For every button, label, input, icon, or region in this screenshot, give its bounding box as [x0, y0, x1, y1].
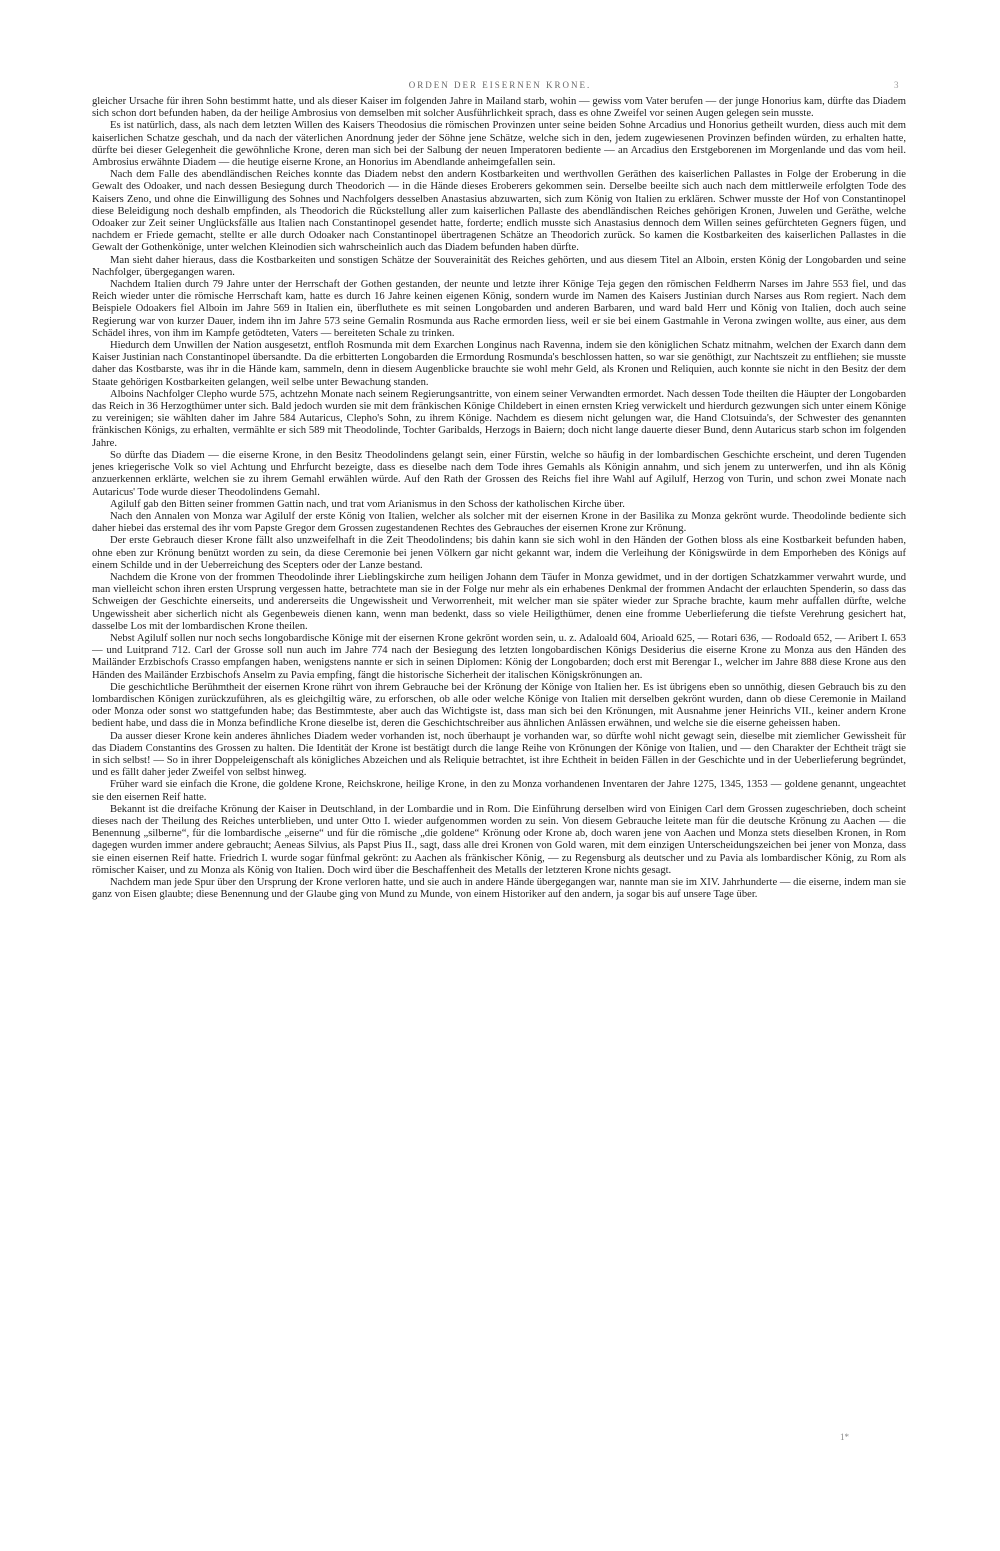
paragraph: Alboins Nachfolger Clepho wurde 575, achtzehn Monate nach seinem Regierungsantritte, von einem seiner Verwandten ermordet. Nach dessen Tode theilten die Häupter der Longobarden das Reich in 36 Herzogthümer unter sich. Bald jedoch wurden sie mit dem fränkischen Könige Childebert in einen ernsten Krieg verwickelt und hierdurch gezwungen sich unter einem Könige zu vereinigen; sie wählten daher im Jahre 584 Autaricus, Clepho's Sohn, zu ihrem Könige. Nachdem es diesem nicht gelungen war, die Hand Clotsuinda's, der Schwester des genannten fränkischen Königs, zu erhalten, vermählte er sich 589 mit Theodolinde, Tochter Garibalds, Herzogs in Baiern; doch nicht lange dauerte dieser Bund, denn Autaricus starb schon im folgenden Jahre. [92, 388, 906, 449]
paragraph: Nebst Agilulf sollen nur noch sechs longobardische Könige mit der eisernen Krone gekrönt worden sein, u. z. Adaloald 604, Arioald 625, — Rotari 636, — Rodoald 652, — Aribert I. 653 — und Luitprand 712. Carl der Grosse soll nun auch im Jahre 774 nach der Besiegung des letzten longobardischen Königs Desiderius die eiserne Krone zu Monza aus den Händen des Mailänder Erzbischofs Crasso empfangen haben, wenigstens nannte er sich in seinen Diplomen: König der Longobarden; doch erst mit Berengar I., welcher im Jahre 888 diese Krone aus den Händen des Mailänder Erzbischofs Anselm zu Pavia empfing, fängt die historische Sicherheit der italischen Königskrönungen an. [92, 632, 906, 681]
paragraph: Es ist natürlich, dass, als nach dem letzten Willen des Kaisers Theodosius die römischen Provinzen unter seine beiden Sohne Arcadius und Honorius getheilt wurden, diess auch mit dem kaiserlichen Schatze geschah, und da nach der väterlichen Anordnung jeder der Söhne jene Schätze, welche sich in den, jedem zugewiesenen Provinzen befinden würden, zu erhalten hatte, dürfte bei dieser Gelegenheit die gewöhnliche Krone, deren man sich bei der Salbung der neuen Imperatoren bediente — an Arcadius den Erstgeborenen im Morgenlande und das vom heil. Ambrosius erwähnte Diadem — die heutige eiserne Krone, an Honorius im Abendlande anheimgefallen sein. [92, 120, 906, 169]
page-number: 3 [894, 80, 899, 90]
paragraph: Nach den Annalen von Monza war Agilulf der erste König von Italien, welcher als solcher mit der eisernen Krone in der Basilika zu Monza gekrönt wurde. Theodolinde bediente sich daher hiebei das erstemal des ihr vom Papste Gregor dem Grossen zugestandenen Rechtes des Gebrauches der eisernen Krone zur Krönung. [92, 510, 906, 535]
paragraph: gleicher Ursache für ihren Sohn bestimmt hatte, und als dieser Kaiser im folgenden Jahre in Mailand starb, wohin — gewiss vom Vater berufen — der junge Honorius kam, dürfte das Diadem sich schon dort befunden haben, da der heilige Ambrosius von demselben mit solcher Ausführlichkeit sprach, dass es ohne Zweifel vor seinen Augen gelegen sein musste. [92, 96, 906, 120]
paragraph: Man sieht daher hieraus, dass die Kostbarkeiten und sonstigen Schätze der Souverainität des Reiches gehörten, und aus diesem Titel an Alboin, ersten König der Longobarden und seine Nachfolger, übergegangen waren. [92, 254, 906, 278]
paragraph: Nach dem Falle des abendländischen Reiches konnte das Diadem nebst den andern Kostbarkeiten und werthvollen Geräthen des kaiserlichen Pallastes in Folge der Eroberung in die Gewalt des Odoaker, und nach dessen Besiegung durch Theodorich — in die Hände dieses Eroberers gekommen sein. Derselbe beeilte sich auch nach dem mittlerweile erfolgten Tode des Kaisers Zeno, und ohne die Einwilligung des Sohnes und Nachfolgers desselben Anastasius abzuwarten, sich zum König von Italien zu erklären. Schwer musste der Hof von Constantinopel diese Beleidigung noch deshalb empfinden, als Theodorich die Rückstellung aller zum kaiserlichen Pallaste des abendländischen Reiches gehörigen Kronen, Juwelen und Geräthe, welche Odoaker zur Zeit seiner Unglücksfälle aus Italien nach Constantinopel gesendet hatte, forderte; endlich musste sich Anastasius dennoch dem Willen seines gefürchteten Gegners fügen, und nachdem er Friede gemacht, stellte er alle durch Odoaker nach Constantinopel übertragenen Schätze an Theodorich zurück. So kamen die Kostbarkeiten des kaiserlichen Pallastes in die Gewalt der Gothenkönige, unter welchen Kleinodien sich wahrscheinlich auch das Diadem befunden haben dürfte. [92, 169, 906, 254]
body-text [92, 96, 906, 901]
paragraph: Nachdem man jede Spur über den Ursprung der Krone verloren hatte, und sie auch in andere Hände übergegangen war, nannte man sie im XIV. Jahrhunderte — die eiserne, indem man sie ganz von Eisen glaubte; diese Benennung und der Glaube ging von Mund zu Munde, von einem Historiker auf den andern, ja sogar bis auf unsere Tage über. [92, 877, 906, 901]
paragraph: So dürfte das Diadem — die eiserne Krone, in den Besitz Theodolindens gelangt sein, einer Fürstin, welche so häufig in der lombardischen Geschichte erscheint, und deren Tugenden jenes kriegerische Volk so viel Achtung und Ehrfurcht bezeigte, dass es dieselbe nach dem Tode ihres Gemahls als Königin annahm, und sich jenem zu unterwerfen, und ihn als König anzuerkennen erklärte, welchen sie zu ihrem Gemahl erwählen würde. Auf den Rath der Grossen des Reichs fiel ihre Wahl auf Agilulf, Herzog von Turin, und schon zwei Monate nach Autaricus' Tode wurde dieser Theodolindens Gemahl. [92, 449, 906, 498]
sheet-signature: 1* [840, 1432, 849, 1442]
paragraph: Hiedurch dem Unwillen der Nation ausgesetzt, entfloh Rosmunda mit dem Exarchen Longinus nach Ravenna, indem sie den königlichen Schatz mitnahm, welchen der Exarch dann dem Kaiser Justinian nach Constantinopel übersandte. Da die erbitterten Longobarden die Ermordung Rosmunda's beschlossen hatten, so war sie genöthigt, zur Nachtszeit zu entfliehen; sie musste daher das Kostbarste, was ihr in die Hände kam, sammeln, denn in diesem Augenblicke brauchte sie wohl mehr Geld, als Kronen und Reliquien, auch konnte sie nicht in den Besitz der dem Staate gehörigen Kostbarkeiten gelangen, weil selbe unter Bewachung standen. [92, 340, 906, 388]
paragraph: Da ausser dieser Krone kein anderes ähnliches Diadem weder vorhanden ist, noch überhaupt je vorhanden war, so dürfte wohl nicht gewagt sein, dieselbe mit ziemlicher Gewissheit für das Diadem Constantins des Grossen zu halten. Die Identität der Krone ist bestätigt durch die lange Reihe von Krönungen der Könige von Italien, und — den Charakter der Echtheit trägt sie in sich selbst! — So in ihrer Doppeleigenschaft als königliches Abzeichen und als Reliquie betrachtet, ist ihre Echtheit in beiden Fällen in der Geschichte und in der Ueberlieferung begründet, und es fällt daher jeder Zweifel von selbst hinweg. [92, 730, 906, 779]
paragraph: Der erste Gebrauch dieser Krone fällt also unzweifelhaft in die Zeit Theodolindens; bis dahin kann sie sich wohl in den Händen der Gothen bloss als eine Kostbarkeit befunden haben, ohne eben zur Krönung benützt worden zu sein, da diese Ceremonie bei jenen Völkern gar nicht gekannt war, indem die Verleihung der Königswürde in dem Emporheben des Königs auf einem Schilde und in der Ueberreichung des Scepters oder der Lanze bestand. [92, 535, 906, 571]
paragraph: Nachdem die Krone von der frommen Theodolinde ihrer Lieblingskirche zum heiligen Johann dem Täufer in Monza gewidmet, und in der dortigen Schatzkammer verwahrt wurde, und man vielleicht schon ihren ersten Ursprung vergessen hatte, betrachtete man sie in der Folge nur mehr als ein erhabenes Denkmal der frommen Andacht der erlauchten Spenderin, so dass das Schweigen der Geschichte einerseits, und andererseits die Ungewissheit und Verworrenheit, mit welcher man sie später wieder zur Sprache brachte, kaum mehr auffallen dürfte, welche Ungewissheit aber sicherlich nicht als Gegenbeweis dienen kann, wenn man bedenkt, dass so viele Heiligthümer, denen eine fromme Ueberlieferung die tiefste Verehrung gesichert hat, dasselbe Los mit der lombardischen Krone theilen. [92, 571, 906, 632]
paragraph: Bekannt ist die dreifache Krönung der Kaiser in Deutschland, in der Lombardie und in Rom. Die Einführung derselben wird von Einigen Carl dem Grossen zugeschrieben, doch scheint dieses nach der Theilung des Reiches unterblieben, und unter Otto I. wieder aufgenommen worden zu sein. Von diesem Gebrauche leitete man für die deutsche Krönung zu Aachen — die Benennung „silberne“, für die lombardische „eiserne“ und für die römische „die goldene“ Krönung oder Krone ab, doch waren jene von Aachen und Monza stets dieselben Kronen, in Rom dagegen wurden immer andere gebraucht; Aeneas Silvius, als Papst Pius II., sagt, dass alle drei Kronen von Gold waren, mit dem einzigen Unterscheidungszeichen bei jener von Monza, dass sie einen eisernen Reif hatte. Friedrich I. wurde sogar fünfmal gekrönt: zu Aachen als fränkischer König, — zu Regensburg als deutscher und zu Pavia als lombardischer König, zu Rom als römischer Kaiser, und zu Monza als König von Italien. Doch wird über die Beschaffenheit des Metalls der letzteren Krone nichts gesagt. [92, 803, 906, 876]
paragraph: Nachdem Italien durch 79 Jahre unter der Herrschaft der Gothen gestanden, der neunte und letzte ihrer Könige Teja gegen den römischen Feldherrn Narses im Jahre 553 fiel, und das Reich wieder unter die römische Herrschaft kam, hatte es durch 16 Jahre keinen eigenen König, sondern wurde im Namen des Kaisers Justinian durch Narses aus Rom regiert. Nach dem Beispiele Odoakers fiel Alboin im Jahre 569 in Italien ein, überfluthete es mit seinen Longobarden und anderen Barbaren, und ward bald Herr und König von Italien, doch auch seine Regierung war von kurzer Dauer, indem ihn im Jahre 573 seine Gemalin Rosmunda aus Rache ermorden liess, weil er sie bei einem Gastmahle in Verona zwingen wollte, aus einer, aus dem Schädel ihres, von ihm im Kampfe getödteten, Vaters — bereiteten Schale zu trinken. [92, 279, 906, 339]
paragraph: Agilulf gab den Bitten seiner frommen Gattin nach, und trat vom Arianismus in den Schoss der katholischen Kirche über. [110, 498, 625, 510]
running-title: ORDEN DER EISERNEN KRONE. [408, 80, 592, 90]
paragraph: Früher ward sie einfach die Krone, die goldene Krone, Reichskrone, heilige Krone, in den zu Monza vorhandenen Inventaren der Jahre 1275, 1345, 1353 — goldene genannt, ungeachtet sie den eisernen Reif hatte. [92, 779, 906, 803]
paragraph: Die geschichtliche Berühmtheit der eisernen Krone rührt von ihrem Gebrauche bei der Krönung der Könige von Italien her. Es ist übrigens eben so unnöthig, diesen Gebrauch bis zu den lombardischen Königen zurückzuführen, als es gleichgiltig wäre, zu erforschen, ob alle oder welche Könige von Italien mit derselben gekrönt wurden, dann ob diese Ceremonie in Mailand oder Monza oder sonst wo stattgefunden habe; das Bestimmteste, aber auch das Wichtigste ist, dass man sich bei den Krönungen, mit Ausnahme jener Heinrichs VII., keiner andern Krone bedient habe, und dass die in Monza befindliche Krone dieselbe ist, deren die Geschichtschreiber aus ähnlichen Anlässen erwähnen, und welche sie die eiserne geheissen haben. [92, 681, 906, 730]
